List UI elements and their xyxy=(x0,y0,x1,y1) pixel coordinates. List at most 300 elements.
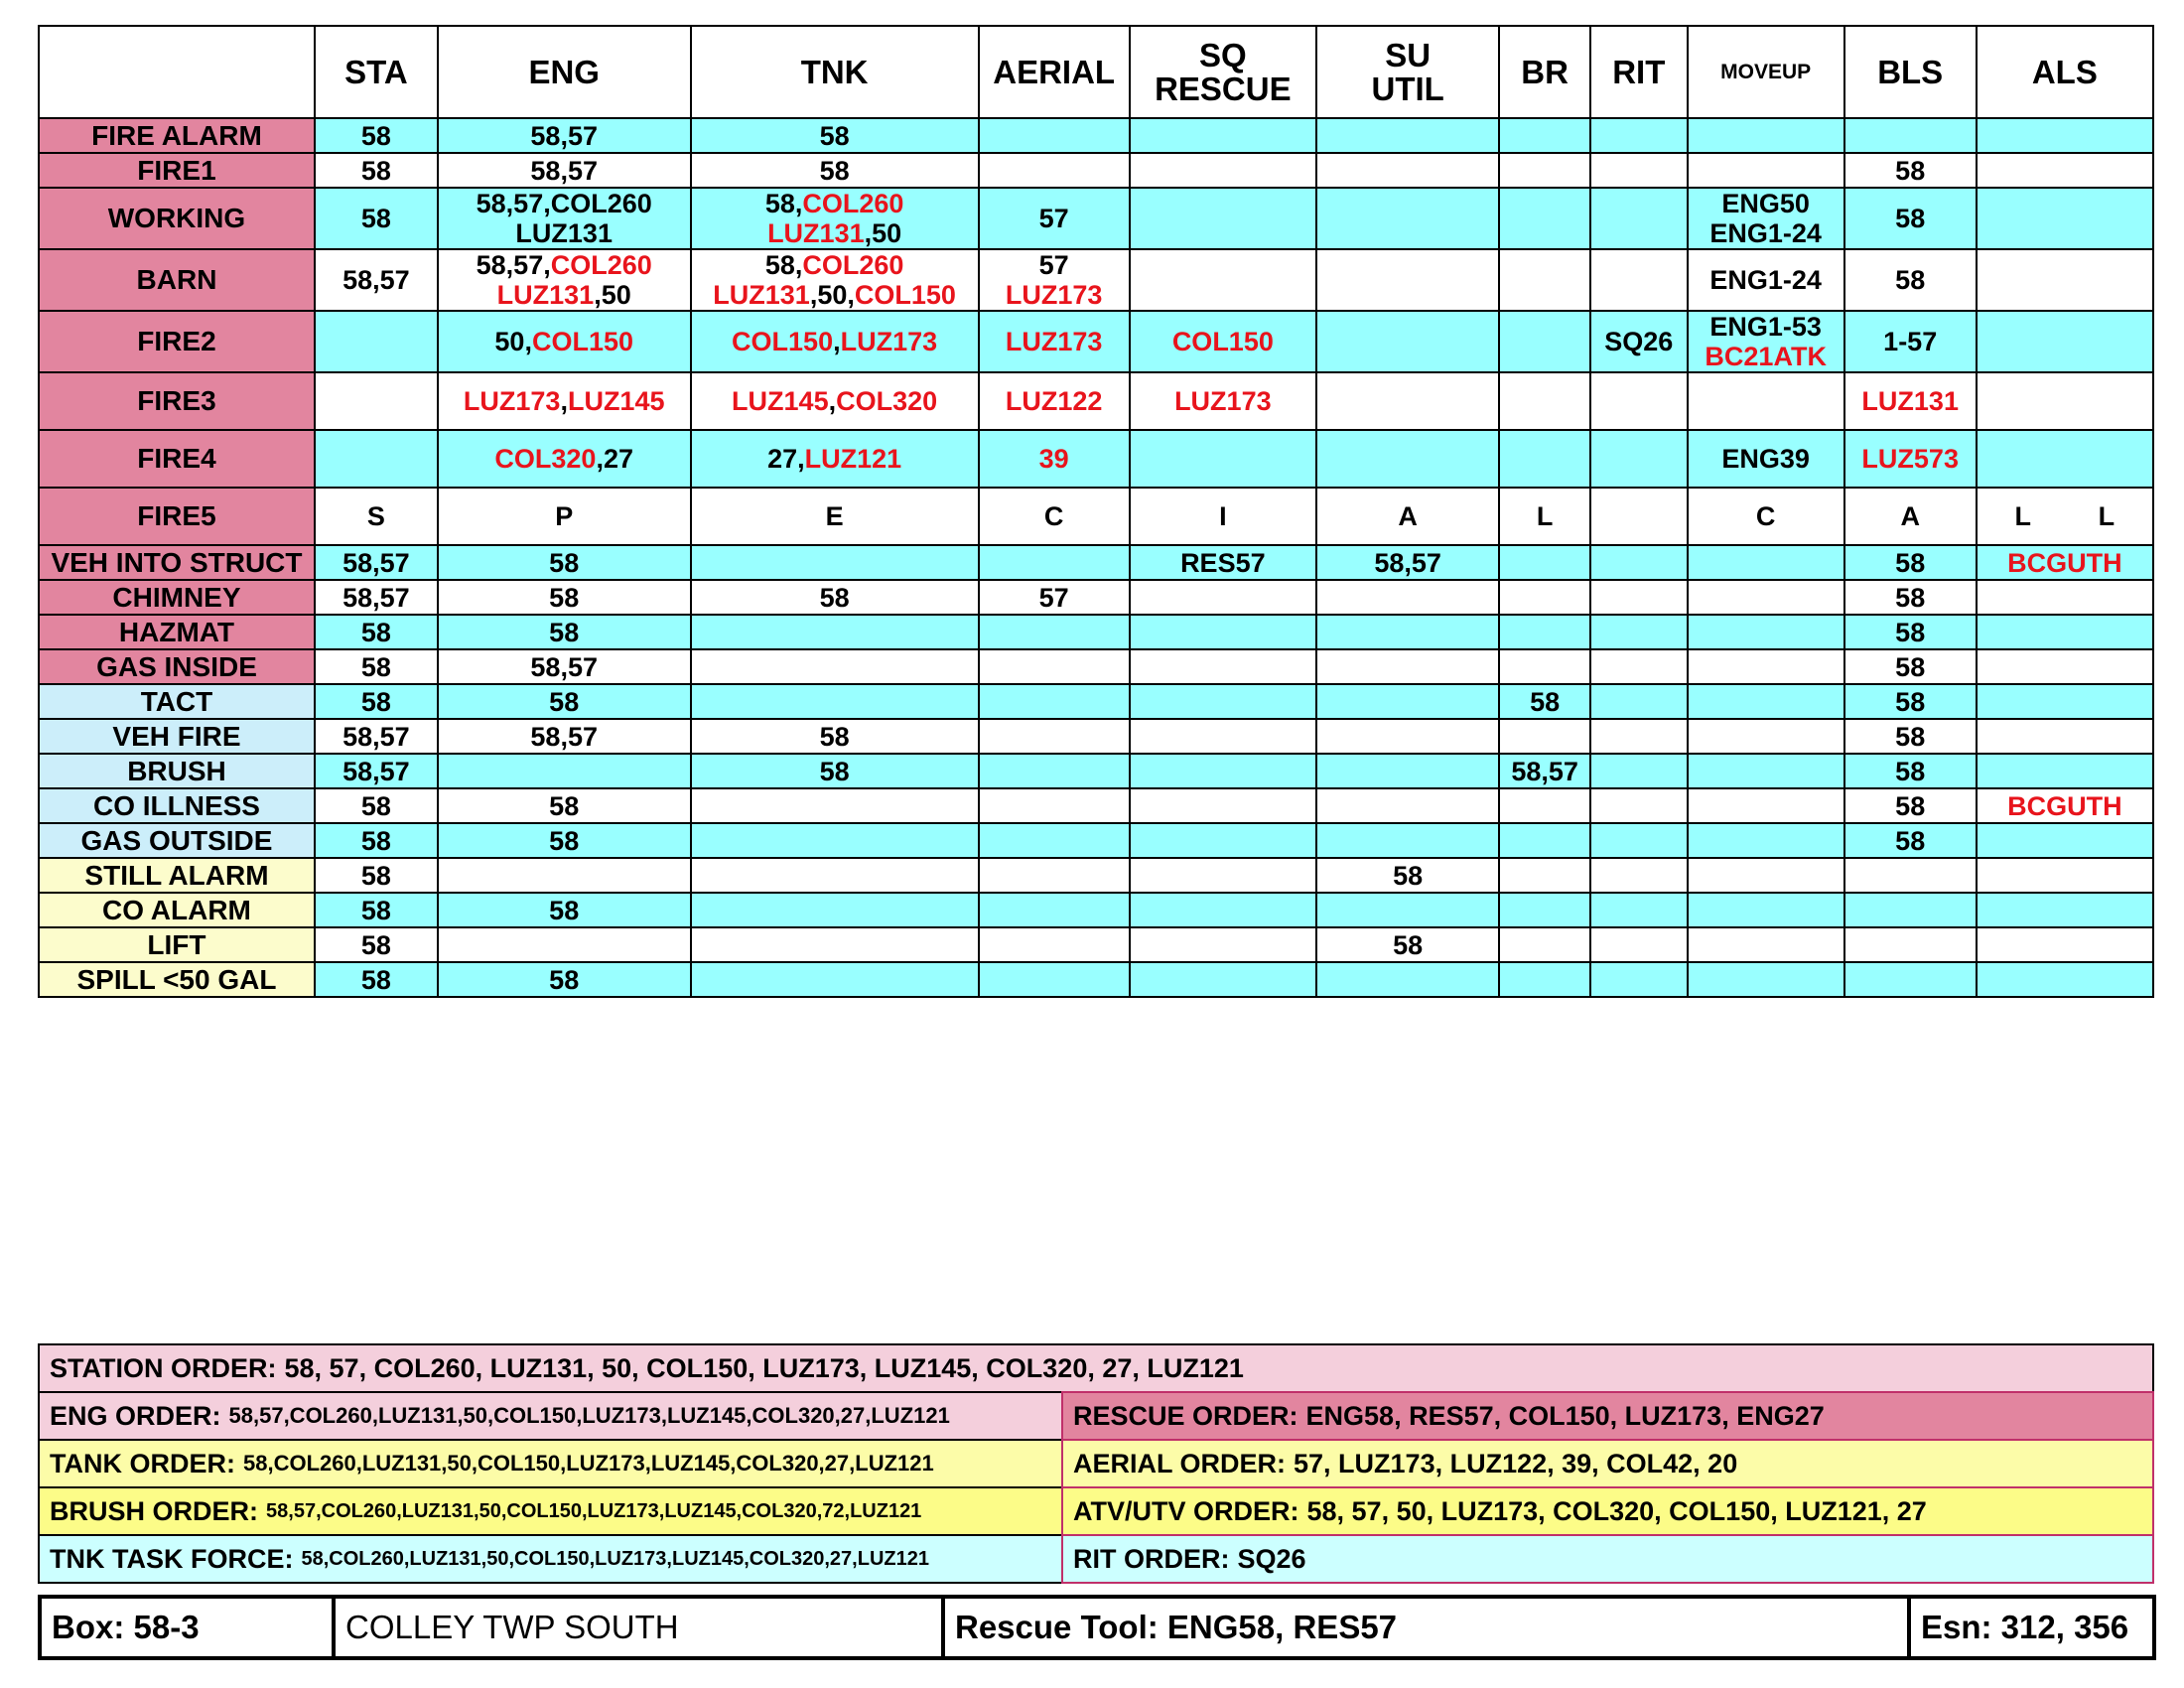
cell-eng xyxy=(438,927,691,962)
cell-moveup xyxy=(1688,649,1844,684)
table-body xyxy=(39,118,2153,997)
cell-eng: 50,COL150 xyxy=(438,311,691,372)
header-sta: STA xyxy=(315,26,438,118)
cell-aerial xyxy=(979,754,1130,788)
cell-br: L xyxy=(1499,488,1590,545)
row-label-gas-outside: GAS OUTSIDE xyxy=(39,823,315,858)
table-row xyxy=(39,580,2153,615)
cell-rit xyxy=(1590,430,1688,488)
table-row xyxy=(39,823,2153,858)
cell-su-util xyxy=(1316,430,1499,488)
row-label-co-alarm: CO ALARM xyxy=(39,893,315,927)
cell-eng xyxy=(438,858,691,893)
cell-moveup xyxy=(1688,754,1844,788)
cell-tnk: E xyxy=(691,488,979,545)
brush-order-value: 58,57,COL260,LUZ131,50,COL150,LUZ173,LUZ145,COL320,72,LUZ121 xyxy=(266,1499,922,1522)
cell-rit xyxy=(1590,249,1688,311)
cell-br xyxy=(1499,545,1590,580)
cell-bls xyxy=(1844,118,1977,153)
cell-br: 58 xyxy=(1499,684,1590,719)
rescue-tool: Rescue Tool: ENG58, RES57 xyxy=(945,1599,1911,1656)
atv-utv-order-label: ATV/UTV ORDER: xyxy=(1073,1495,1299,1526)
cell-moveup: ENG50 ENG1-24 xyxy=(1688,188,1844,249)
cell-sta: 58 xyxy=(315,823,438,858)
cell-als xyxy=(1977,615,2153,649)
cell-su-util xyxy=(1316,719,1499,754)
cell-sq-rescue xyxy=(1130,858,1316,893)
cell-aerial: 57 LUZ173 xyxy=(979,249,1130,311)
cell-aerial: C xyxy=(979,488,1130,545)
box-number: Box: 58-3 xyxy=(42,1599,336,1656)
header-tnk: TNK xyxy=(691,26,979,118)
cell-bls: 58 xyxy=(1844,249,1977,311)
cell-als xyxy=(1977,580,2153,615)
cell-moveup xyxy=(1688,788,1844,823)
cell-su-util: A xyxy=(1316,488,1499,545)
cell-aerial xyxy=(979,962,1130,997)
cell-aerial: 39 xyxy=(979,430,1130,488)
cell-bls: A xyxy=(1844,488,1977,545)
table-row xyxy=(39,545,2153,580)
cell-tnk: 58 xyxy=(691,580,979,615)
cell-sta: 58 xyxy=(315,118,438,153)
cell-su-util: 58 xyxy=(1316,858,1499,893)
station-order-value: 58, 57, COL260, LUZ131, 50, COL150, LUZ173, LUZ145, COL320, 27, LUZ121 xyxy=(284,1352,1244,1383)
cell-rit xyxy=(1590,118,1688,153)
cell-bls: LUZ131 xyxy=(1844,372,1977,430)
table-row xyxy=(39,188,2153,249)
cell-sta: 58,57 xyxy=(315,719,438,754)
cell-sta: 58 xyxy=(315,153,438,188)
cell-aerial: 57 xyxy=(979,188,1130,249)
cell-eng: 58 xyxy=(438,580,691,615)
cell-eng: 58,57,COL260 LUZ131,50 xyxy=(438,249,691,311)
brush-order-label: BRUSH ORDER: xyxy=(50,1495,259,1526)
cell-moveup xyxy=(1688,580,1844,615)
cell-rit xyxy=(1590,927,1688,962)
cell-br xyxy=(1499,249,1590,311)
cell-bls: 58 xyxy=(1844,684,1977,719)
cell-sq-rescue xyxy=(1130,788,1316,823)
table-row xyxy=(39,311,2153,372)
cell-aerial xyxy=(979,615,1130,649)
table-row xyxy=(39,788,2153,823)
cell-aerial xyxy=(979,893,1130,927)
header-aerial: AERIAL xyxy=(979,26,1130,118)
cell-sq-rescue: I xyxy=(1130,488,1316,545)
row-label-still-alarm: STILL ALARM xyxy=(39,858,315,893)
cell-bls: 58 xyxy=(1844,823,1977,858)
cell-sta: 58 xyxy=(315,893,438,927)
cell-eng: 58 xyxy=(438,823,691,858)
cell-als xyxy=(1977,430,2153,488)
rescue-order-value: ENG58, RES57, COL150, LUZ173, ENG27 xyxy=(1305,1400,1825,1431)
cell-sq-rescue: RES57 xyxy=(1130,545,1316,580)
row-label-fire4: FIRE4 xyxy=(39,430,315,488)
cell-rit xyxy=(1590,719,1688,754)
cell-sta: 58,57 xyxy=(315,545,438,580)
header-rit: RIT xyxy=(1590,26,1688,118)
cell-br xyxy=(1499,615,1590,649)
cell-sta: 58,57 xyxy=(315,249,438,311)
rit-order-label: RIT ORDER: xyxy=(1073,1543,1230,1574)
cell-eng: 58,57 xyxy=(438,153,691,188)
cell-moveup xyxy=(1688,372,1844,430)
cell-sq-rescue xyxy=(1130,249,1316,311)
cell-br xyxy=(1499,927,1590,962)
cell-su-util xyxy=(1316,580,1499,615)
cell-su-util xyxy=(1316,372,1499,430)
row-label-brush: BRUSH xyxy=(39,754,315,788)
cell-su-util xyxy=(1316,962,1499,997)
cell-bls: 58 xyxy=(1844,754,1977,788)
cell-tnk: 27,LUZ121 xyxy=(691,430,979,488)
tank-order xyxy=(38,1439,1063,1488)
orders-section xyxy=(38,1343,2154,1588)
cell-sq-rescue xyxy=(1130,649,1316,684)
cell-rit xyxy=(1590,962,1688,997)
table-row xyxy=(39,615,2153,649)
rit-order-value: SQ26 xyxy=(1237,1543,1306,1574)
cell-tnk xyxy=(691,615,979,649)
cell-bls: 58 xyxy=(1844,788,1977,823)
table-row xyxy=(39,858,2153,893)
cell-tnk: 58 xyxy=(691,754,979,788)
cell-bls: 58 xyxy=(1844,188,1977,249)
cell-su-util xyxy=(1316,893,1499,927)
cell-su-util xyxy=(1316,823,1499,858)
cell-su-util xyxy=(1316,615,1499,649)
cell-tnk: 58 xyxy=(691,153,979,188)
cell-tnk: COL150,LUZ173 xyxy=(691,311,979,372)
cell-tnk xyxy=(691,962,979,997)
cell-sq-rescue: LUZ173 xyxy=(1130,372,1316,430)
cell-bls xyxy=(1844,893,1977,927)
cell-rit xyxy=(1590,545,1688,580)
cell-als xyxy=(1977,962,2153,997)
area-name: COLLEY TWP SOUTH xyxy=(336,1599,945,1656)
cell-su-util xyxy=(1316,788,1499,823)
cell-rit xyxy=(1590,615,1688,649)
row-label-fire1: FIRE1 xyxy=(39,153,315,188)
cell-sta xyxy=(315,430,438,488)
row-label-fire3: FIRE3 xyxy=(39,372,315,430)
cell-moveup: ENG39 xyxy=(1688,430,1844,488)
cell-als xyxy=(1977,118,2153,153)
cell-moveup xyxy=(1688,823,1844,858)
cell-su-util xyxy=(1316,649,1499,684)
cell-als xyxy=(1977,249,2153,311)
cell-aerial xyxy=(979,858,1130,893)
cell-moveup xyxy=(1688,153,1844,188)
cell-sq-rescue xyxy=(1130,615,1316,649)
table-row xyxy=(39,893,2153,927)
cell-su-util xyxy=(1316,118,1499,153)
cell-sq-rescue xyxy=(1130,893,1316,927)
cell-eng: 58 xyxy=(438,788,691,823)
cell-bls: 58 xyxy=(1844,719,1977,754)
cell-rit xyxy=(1590,649,1688,684)
cell-br xyxy=(1499,311,1590,372)
row-label-working: WORKING xyxy=(39,188,315,249)
cell-eng xyxy=(438,754,691,788)
row-label-hazmat: HAZMAT xyxy=(39,615,315,649)
cell-bls: 58 xyxy=(1844,615,1977,649)
cell-br xyxy=(1499,118,1590,153)
cell-bls: 58 xyxy=(1844,545,1977,580)
cell-rit xyxy=(1590,372,1688,430)
cell-moveup xyxy=(1688,545,1844,580)
cell-sq-rescue xyxy=(1130,719,1316,754)
cell-aerial xyxy=(979,719,1130,754)
cell-br xyxy=(1499,188,1590,249)
cell-moveup xyxy=(1688,927,1844,962)
eng-order-value: 58,57,COL260,LUZ131,50,COL150,LUZ173,LUZ145,COL320,27,LUZ121 xyxy=(228,1403,950,1428)
cell-moveup: C xyxy=(1688,488,1844,545)
cell-als xyxy=(1977,649,2153,684)
cell-sq-rescue xyxy=(1130,153,1316,188)
cell-moveup xyxy=(1688,893,1844,927)
cell-rit xyxy=(1590,858,1688,893)
cell-aerial xyxy=(979,927,1130,962)
cell-als xyxy=(1977,188,2153,249)
cell-eng: 58 xyxy=(438,893,691,927)
header-als: ALS xyxy=(1977,26,2153,118)
cell-rit xyxy=(1590,788,1688,823)
cell-als xyxy=(1977,823,2153,858)
cell-su-util xyxy=(1316,311,1499,372)
aerial-order xyxy=(1061,1439,2154,1488)
cell-sq-rescue xyxy=(1130,927,1316,962)
cell-br xyxy=(1499,430,1590,488)
cell-su-util xyxy=(1316,754,1499,788)
cell-br xyxy=(1499,962,1590,997)
header-bls: BLS xyxy=(1844,26,1977,118)
cell-tnk xyxy=(691,893,979,927)
cell-aerial xyxy=(979,118,1130,153)
atv-utv-order xyxy=(1061,1486,2154,1536)
cell-sta: 58 xyxy=(315,788,438,823)
tank-order-label: TANK ORDER: xyxy=(50,1448,235,1478)
cell-sq-rescue xyxy=(1130,684,1316,719)
tnk-task-force-order xyxy=(38,1534,1063,1584)
cell-moveup xyxy=(1688,858,1844,893)
station-order xyxy=(38,1343,2154,1393)
cell-sq-rescue: COL150 xyxy=(1130,311,1316,372)
row-label-co-illness: CO ILLNESS xyxy=(39,788,315,823)
cell-sta: 58 xyxy=(315,927,438,962)
tnk-task-force-value: 58,COL260,LUZ131,50,COL150,LUZ173,LUZ145,COL320,27,LUZ121 xyxy=(301,1547,929,1570)
cell-su-util xyxy=(1316,249,1499,311)
cell-als xyxy=(1977,719,2153,754)
cell-rit xyxy=(1590,488,1688,545)
cell-rit xyxy=(1590,893,1688,927)
cell-als xyxy=(1977,311,2153,372)
cell-tnk xyxy=(691,927,979,962)
eng-order xyxy=(38,1391,1063,1441)
cell-sta: 58,57 xyxy=(315,580,438,615)
cell-br xyxy=(1499,153,1590,188)
cell-sta: 58 xyxy=(315,649,438,684)
cell-als xyxy=(1977,754,2153,788)
cell-bls xyxy=(1844,962,1977,997)
cell-br xyxy=(1499,649,1590,684)
cell-sta xyxy=(315,311,438,372)
row-label-lift: LIFT xyxy=(39,927,315,962)
cell-moveup xyxy=(1688,615,1844,649)
tank-order-value: 58,COL260,LUZ131,50,COL150,LUZ173,LUZ145,COL320,27,LUZ121 xyxy=(242,1451,934,1476)
brush-order xyxy=(38,1486,1063,1536)
cell-br xyxy=(1499,719,1590,754)
cell-tnk xyxy=(691,649,979,684)
row-label-chimney: CHIMNEY xyxy=(39,580,315,615)
cell-rit xyxy=(1590,754,1688,788)
cell-sq-rescue xyxy=(1130,430,1316,488)
cell-aerial: LUZ122 xyxy=(979,372,1130,430)
table-row xyxy=(39,962,2153,997)
table-row xyxy=(39,927,2153,962)
header-corner xyxy=(39,26,315,118)
cell-br xyxy=(1499,580,1590,615)
cell-br xyxy=(1499,823,1590,858)
row-label-veh-fire: VEH FIRE xyxy=(39,719,315,754)
cell-als xyxy=(1977,893,2153,927)
footer-bar xyxy=(38,1595,2156,1660)
cell-bls: 58 xyxy=(1844,649,1977,684)
cell-tnk: LUZ145,COL320 xyxy=(691,372,979,430)
rescue-order xyxy=(1061,1391,2154,1441)
rescue-order-label: RESCUE ORDER: xyxy=(1073,1400,1298,1431)
cell-rit xyxy=(1590,153,1688,188)
cell-sq-rescue xyxy=(1130,580,1316,615)
cell-moveup xyxy=(1688,719,1844,754)
row-label-spill-50-gal: SPILL <50 GAL xyxy=(39,962,315,997)
cell-als xyxy=(1977,684,2153,719)
cell-su-util xyxy=(1316,684,1499,719)
row-label-gas-inside: GAS INSIDE xyxy=(39,649,315,684)
station-order-label: STATION ORDER: xyxy=(50,1352,277,1383)
rit-order xyxy=(1061,1534,2154,1584)
cell-eng: 58,57 xyxy=(438,649,691,684)
cell-sq-rescue xyxy=(1130,118,1316,153)
header-eng: ENG xyxy=(438,26,691,118)
header-row xyxy=(39,26,2153,118)
cell-sta: 58,57 xyxy=(315,754,438,788)
cell-sta: 58 xyxy=(315,858,438,893)
row-label-veh-into-struct: VEH INTO STRUCT xyxy=(39,545,315,580)
cell-aerial xyxy=(979,649,1130,684)
cell-eng: COL320,27 xyxy=(438,430,691,488)
cell-aerial xyxy=(979,684,1130,719)
table-row xyxy=(39,719,2153,754)
cell-als xyxy=(1977,927,2153,962)
cell-eng: 58,57,COL260 LUZ131 xyxy=(438,188,691,249)
aerial-order-label: AERIAL ORDER: xyxy=(1073,1448,1287,1478)
aerial-order-value: 57, LUZ173, LUZ122, 39, COL42, 20 xyxy=(1294,1448,1738,1478)
cell-rit xyxy=(1590,580,1688,615)
cell-br xyxy=(1499,372,1590,430)
cell-tnk: 58 xyxy=(691,719,979,754)
cell-su-util xyxy=(1316,153,1499,188)
cell-bls xyxy=(1844,858,1977,893)
header-su-util: SU UTIL xyxy=(1316,26,1499,118)
table-row xyxy=(39,372,2153,430)
cell-br xyxy=(1499,788,1590,823)
table-row xyxy=(39,430,2153,488)
cell-sta: 58 xyxy=(315,188,438,249)
cell-br xyxy=(1499,858,1590,893)
header-moveup: MOVEUP xyxy=(1688,26,1844,118)
cell-sta xyxy=(315,372,438,430)
cell-als xyxy=(1977,858,2153,893)
cell-moveup: ENG1-24 xyxy=(1688,249,1844,311)
cell-tnk xyxy=(691,858,979,893)
cell-tnk: 58,COL260 LUZ131,50,COL150 xyxy=(691,249,979,311)
cell-aerial: 57 xyxy=(979,580,1130,615)
cell-aerial xyxy=(979,788,1130,823)
cell-eng: 58 xyxy=(438,615,691,649)
cell-bls xyxy=(1844,927,1977,962)
row-label-barn: BARN xyxy=(39,249,315,311)
cell-als xyxy=(1977,153,2153,188)
cell-sq-rescue xyxy=(1130,823,1316,858)
eng-order-label: ENG ORDER: xyxy=(50,1400,221,1431)
cell-br: 58,57 xyxy=(1499,754,1590,788)
cell-eng: 58 xyxy=(438,684,691,719)
cell-sta: 58 xyxy=(315,684,438,719)
cell-moveup xyxy=(1688,684,1844,719)
cell-bls: 58 xyxy=(1844,580,1977,615)
cell-br xyxy=(1499,893,1590,927)
cell-tnk: 58,COL260 LUZ131,50 xyxy=(691,188,979,249)
cell-bls: 1-57 xyxy=(1844,311,1977,372)
row-label-fire5: FIRE5 xyxy=(39,488,315,545)
cell-su-util: 58,57 xyxy=(1316,545,1499,580)
cell-moveup: ENG1-53 BC21ATK xyxy=(1688,311,1844,372)
table-row xyxy=(39,249,2153,311)
cell-aerial xyxy=(979,545,1130,580)
cell-eng: 58,57 xyxy=(438,719,691,754)
cell-tnk xyxy=(691,823,979,858)
cell-rit: SQ26 xyxy=(1590,311,1688,372)
cell-eng: 58,57 xyxy=(438,118,691,153)
cell-als: BCGUTH xyxy=(1977,788,2153,823)
cell-sq-rescue xyxy=(1130,962,1316,997)
cell-tnk xyxy=(691,788,979,823)
tnk-task-force-label: TNK TASK FORCE: xyxy=(50,1543,294,1574)
table-row xyxy=(39,488,2153,545)
run-card-table xyxy=(38,25,2154,998)
cell-bls: LUZ573 xyxy=(1844,430,1977,488)
cell-sq-rescue xyxy=(1130,188,1316,249)
cell-aerial xyxy=(979,153,1130,188)
header-sq-rescue: SQ RESCUE xyxy=(1130,26,1316,118)
cell-eng: 58 xyxy=(438,545,691,580)
cell-aerial xyxy=(979,823,1130,858)
cell-rit xyxy=(1590,823,1688,858)
cell-moveup xyxy=(1688,118,1844,153)
row-label-tact: TACT xyxy=(39,684,315,719)
cell-eng: P xyxy=(438,488,691,545)
row-label-fire-alarm: FIRE ALARM xyxy=(39,118,315,153)
cell-tnk xyxy=(691,545,979,580)
cell-moveup xyxy=(1688,962,1844,997)
cell-rit xyxy=(1590,684,1688,719)
table-row xyxy=(39,684,2153,719)
cell-eng: LUZ173,LUZ145 xyxy=(438,372,691,430)
cell-als xyxy=(1977,372,2153,430)
cell-tnk: 58 xyxy=(691,118,979,153)
